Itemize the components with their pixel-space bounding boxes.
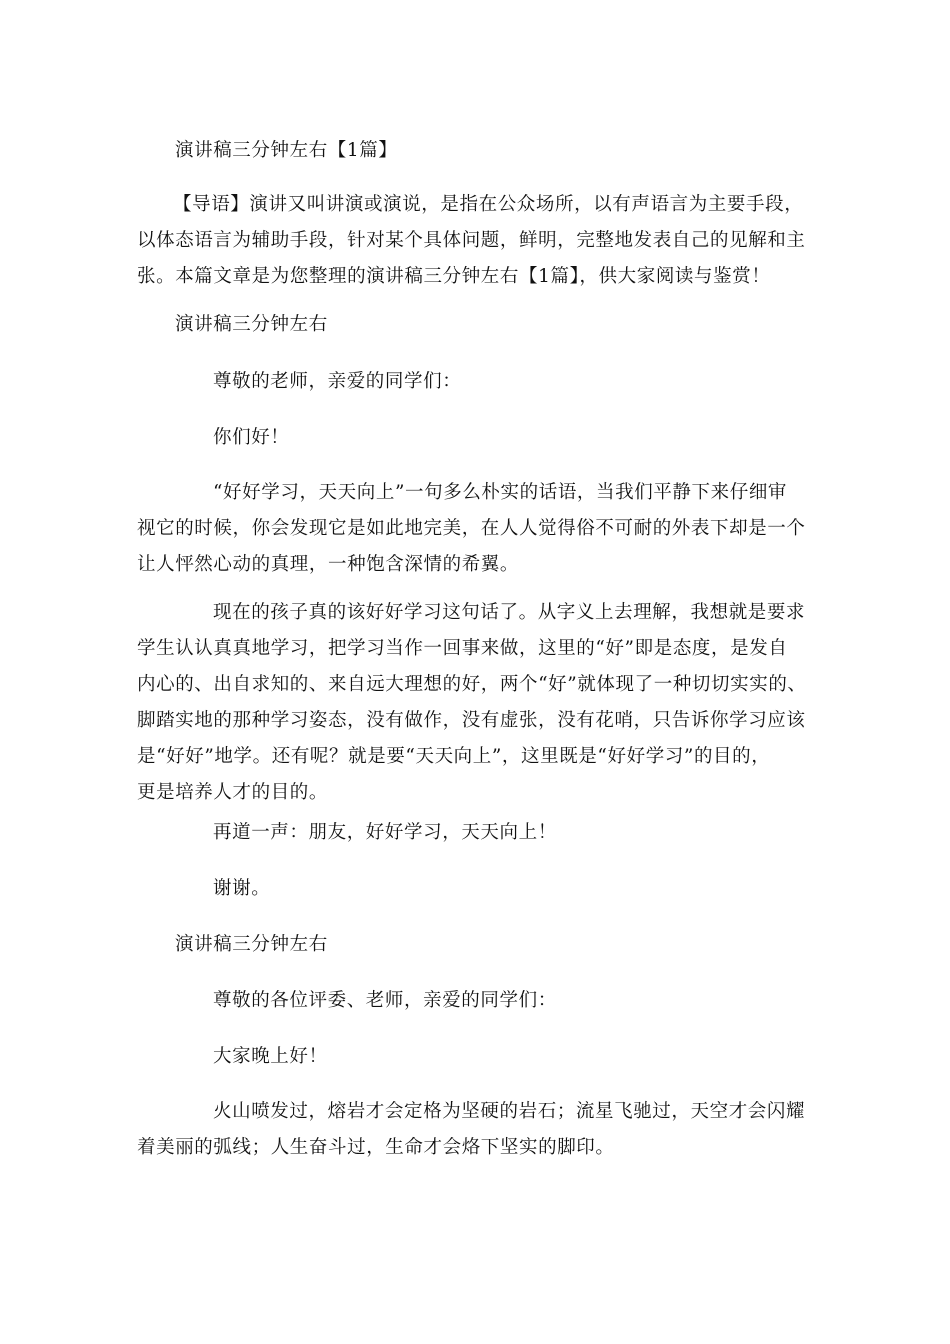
section1-closing: 再道一声：朋友，好好学习，天天向上！ xyxy=(213,822,557,843)
intro-line: 【导语】演讲又叫讲演或演说，是指在公众场所，以有声语言为主要手段， xyxy=(173,194,804,215)
section1-thanks: 谢谢。 xyxy=(213,878,271,899)
paragraph-line: 现在的孩子真的该好好学习这句话了。从字义上去理解，我想就是要求 xyxy=(213,602,806,623)
document-title: 演讲稿三分钟左右【1篇】 xyxy=(175,140,398,161)
section1-heading: 演讲稿三分钟左右 xyxy=(175,314,328,335)
intro-line: 以体态语言为辅助手段，针对某个具体问题，鲜明，完整地发表自己的见解和主 xyxy=(137,230,806,251)
paragraph-line: “好好学习，天天向上”一句多么朴实的话语，当我们平静下来仔细审 xyxy=(213,482,788,503)
section2-salutation: 尊敬的各位评委、老师，亲爱的同学们： xyxy=(213,990,557,1011)
paragraph-line: 更是培养人才的目的。 xyxy=(137,782,329,803)
section1-paragraph-1 xyxy=(137,475,827,583)
section2-heading: 演讲稿三分钟左右 xyxy=(175,934,328,955)
section2-paragraph-1 xyxy=(137,1094,827,1166)
paragraph-line: 是“好好”地学。还有呢？就是要“天天向上”，这里既是“好好学习”的目的， xyxy=(137,746,771,767)
intro-paragraph xyxy=(137,187,827,295)
intro-line: 张。本篇文章是为您整理的演讲稿三分钟左右【1篇】，供大家阅读与鉴赏！ xyxy=(137,266,771,287)
paragraph-line: 火山喷发过，熔岩才会定格为坚硬的岩石；流星飞驰过，天空才会闪耀 xyxy=(213,1101,806,1122)
paragraph-line: 脚踏实地的那种学习姿态，没有做作，没有虚张，没有花哨，只告诉你学习应该 xyxy=(137,710,806,731)
paragraph-line: 学生认认真真地学习，把学习当作一回事来做，这里的“好”即是态度，是发自 xyxy=(137,638,788,659)
section2-greeting: 大家晚上好！ xyxy=(213,1046,328,1067)
paragraph-line: 让人怦然心动的真理，一种饱含深情的希翼。 xyxy=(137,554,520,575)
paragraph-line: 着美丽的弧线；人生奋斗过，生命才会烙下坚实的脚印。 xyxy=(137,1137,615,1158)
section1-paragraph-2 xyxy=(137,595,827,811)
paragraph-line: 视它的时候，你会发现它是如此地完美，在人人觉得俗不可耐的外表下却是一个 xyxy=(137,518,806,539)
section1-greeting: 你们好！ xyxy=(213,427,290,448)
paragraph-line: 内心的、出自求知的、来自远大理想的好，两个“好”就体现了一种切切实实的、 xyxy=(137,674,807,695)
section1-salutation: 尊敬的老师，亲爱的同学们： xyxy=(213,371,462,392)
